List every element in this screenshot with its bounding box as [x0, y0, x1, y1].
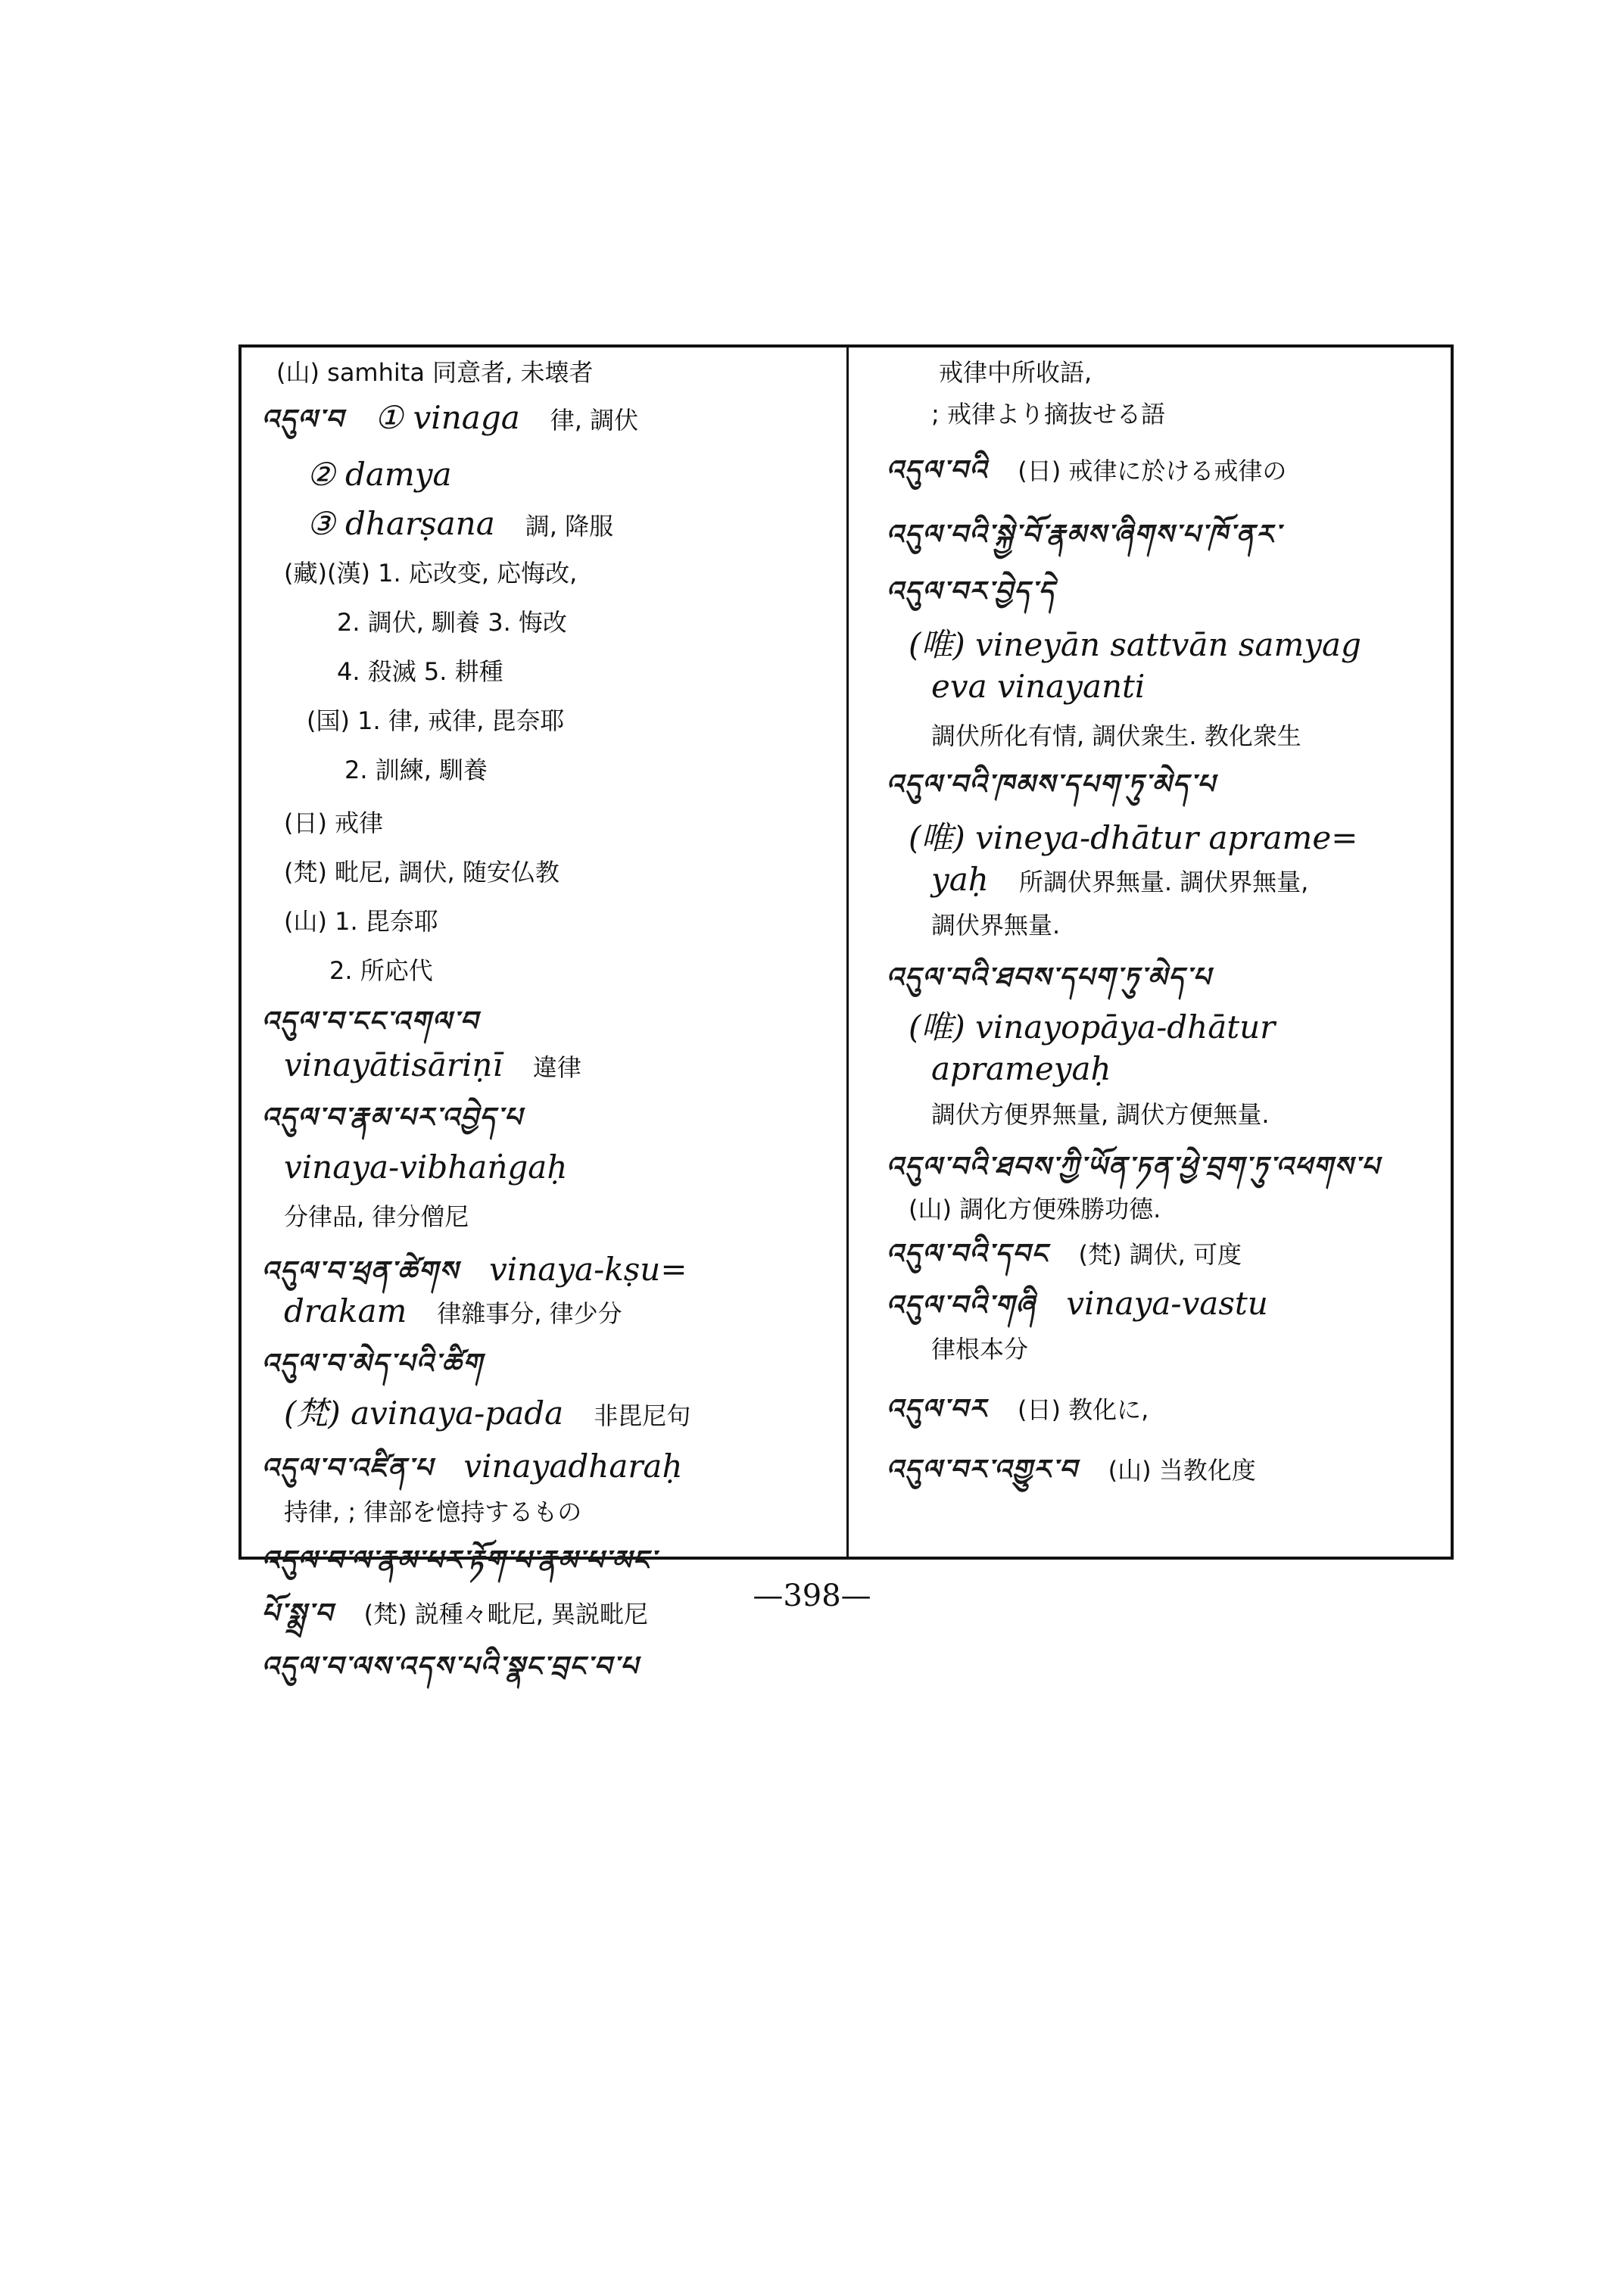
tibetan-headword: འདུལ་བ་ལ་རྣམ་པར་རྟོག་པ་རྣམ་པ་མང་ — [261, 1545, 657, 1576]
dictionary-entry-line — [307, 458, 482, 494]
sanskrit-term: (唯) vineya-dhātur aprame= — [909, 819, 1358, 856]
japanese-gloss: 調伏所化有情, 調伏衆生. 教化衆生 — [931, 722, 1301, 750]
japanese-gloss: (国) 1. 律, 戒律, 毘奈耶 — [307, 706, 565, 735]
dictionary-entry-line — [886, 1151, 1410, 1184]
dictionary-entry-line — [284, 556, 607, 590]
tibetan-headword: འདུལ་བ་ལས་འདས་པའི་སྣང་བྲང་བ་པ — [261, 1651, 639, 1682]
sanskrit-term: (唯) vineyān sattvān samyag — [909, 626, 1361, 663]
japanese-gloss: 2. 調伏, 馴養 3. 悔改 — [337, 608, 567, 637]
tibetan-headword: འདུལ་བའི་ཁམས་དཔག་ཏུ་མེད་པ — [886, 769, 1216, 800]
dictionary-entry-line — [886, 962, 1242, 995]
japanese-gloss: (藏)(漢) 1. 応改变, 応悔改, — [284, 559, 578, 588]
tibetan-headword: འདུལ་བ་རྣམ་པར་འབྱེད་པ — [261, 1102, 523, 1133]
dictionary-entry-line — [284, 1046, 612, 1084]
sanskrit-term: drakam — [284, 1292, 407, 1329]
dictionary-entry-line — [284, 1397, 721, 1432]
dictionary-entry-line — [931, 909, 1090, 942]
dictionary-entry-line — [886, 1393, 1179, 1426]
japanese-gloss: 律, 調伏 — [550, 406, 639, 435]
dictionary-entry-line — [261, 1650, 669, 1684]
sanskrit-term: yaḥ — [931, 861, 989, 898]
dictionary-entry-line — [886, 1454, 1286, 1487]
dictionary-entry-line — [261, 1544, 687, 1578]
tibetan-headword: འདུལ་བར་འགྱུར་བ — [886, 1454, 1078, 1485]
japanese-gloss: 調伏界無量. — [931, 911, 1061, 940]
tibetan-headword: འདུལ་བ་འཛིན་པ — [261, 1453, 434, 1484]
dictionary-entry-line — [886, 1287, 1298, 1323]
dictionary-entry-line — [886, 1238, 1272, 1271]
japanese-gloss: (日) 戒律 — [284, 809, 384, 837]
dictionary-entry-line — [284, 905, 469, 938]
dictionary-entry-line — [886, 519, 1311, 552]
sanskrit-term: vinaya-vastu — [1066, 1285, 1268, 1322]
sanskrit-term: (梵) avinaya-pada — [284, 1395, 564, 1432]
dictionary-entry-line — [931, 670, 1175, 706]
dictionary-entry-line — [886, 768, 1246, 802]
japanese-gloss: ; 戒律より摘抜せる語 — [931, 400, 1165, 429]
japanese-gloss: 違律 — [532, 1053, 581, 1082]
sanskrit-term: vinayadharaḥ — [463, 1448, 683, 1485]
tibetan-headword: འདུལ་བའི་སྐྱེ་བོ་རྣམས་ཞིགས་པ་ཁོ་ནར་ — [886, 519, 1282, 550]
japanese-gloss: 2. 所応代 — [329, 956, 433, 985]
japanese-gloss: (日) 教化に, — [1018, 1395, 1149, 1424]
tibetan-headword: འདུལ་བར — [886, 1394, 988, 1425]
sanskrit-term: vinaya-kṣu= — [489, 1251, 687, 1288]
dictionary-entry-line — [344, 753, 518, 787]
japanese-gloss: 持律, ; 律部を憶持するもの — [284, 1498, 582, 1526]
sanskrit-term: eva vinayanti — [931, 668, 1146, 705]
japanese-gloss: (梵) 毗尼, 調伏, 随安仏教 — [284, 858, 560, 887]
dictionary-entry-line — [931, 1052, 1142, 1088]
sanskrit-term: ② damya — [307, 456, 452, 493]
sanskrit-term: aprameyaḥ — [931, 1050, 1111, 1087]
tibetan-headword: པོ་སྨྲ་བ — [261, 1598, 334, 1629]
tibetan-headword: འདུལ་བ — [261, 404, 344, 435]
japanese-gloss: 戒律中所收語, — [939, 358, 1093, 387]
japanese-gloss: 律根本分 — [931, 1335, 1029, 1364]
dictionary-entry-line — [939, 356, 1122, 389]
japanese-gloss: 非毘尼句 — [594, 1401, 691, 1430]
japanese-gloss: (山) samhita 同意者, 未壊者 — [276, 358, 594, 387]
japanese-gloss: 分律品, 律分僧尼 — [284, 1202, 469, 1231]
japanese-gloss: (山) 当教化度 — [1108, 1456, 1256, 1485]
dictionary-entry-line — [931, 1332, 1058, 1366]
tibetan-headword: འདུལ་བའི་གཞི — [886, 1290, 1036, 1321]
dictionary-entry-line — [931, 1098, 1300, 1131]
japanese-gloss: 所調伏界無量. 調伏界無量, — [1018, 868, 1309, 896]
japanese-gloss: (山) 調化方便殊勝功德. — [909, 1195, 1161, 1223]
dictionary-entry-line — [284, 856, 590, 889]
dictionary-entry-line — [261, 1005, 509, 1039]
page-number: —398— — [753, 1579, 871, 1613]
japanese-gloss: 調伏方便界無量, 調伏方便無量. — [931, 1100, 1270, 1129]
dictionary-entry-line — [886, 454, 1317, 488]
dictionary-entry-line — [307, 507, 644, 543]
japanese-gloss: 調, 降服 — [525, 512, 614, 541]
dictionary-entry-line — [329, 954, 463, 987]
dictionary-entry-line — [337, 606, 597, 639]
dictionary-entry-line — [909, 1192, 1191, 1226]
japanese-gloss: (梵) 調伏, 可度 — [1078, 1240, 1242, 1269]
sanskrit-term: (唯) vinayopāya-dhātur — [909, 1008, 1276, 1046]
sanskrit-term: vinaya-vibhaṅgaḥ — [284, 1149, 568, 1186]
dictionary-entry-line — [284, 1200, 499, 1233]
dictionary-entry-line — [909, 628, 1392, 664]
sanskrit-term: vinayātisāriṇī — [284, 1046, 503, 1083]
dictionary-entry-line — [261, 1348, 513, 1381]
japanese-gloss: 4. 殺滅 5. 耕種 — [337, 657, 503, 686]
tibetan-headword: འདུལ་བའི་ཐབས་ཀྱི་ཡོན་ཏན་ཕྱེ་བྲག་ཏུ་འཕགས་པ — [886, 1152, 1380, 1183]
tibetan-headword: འདུལ་བའི་དབང — [886, 1239, 1049, 1270]
japanese-gloss: 2. 訓練, 馴養 — [344, 756, 488, 784]
dictionary-entry-line — [284, 1495, 612, 1529]
dictionary-entry-line — [909, 821, 1388, 857]
dictionary-entry-line — [261, 401, 669, 437]
column-divider — [846, 344, 849, 1560]
dictionary-entry-line — [261, 1253, 718, 1289]
dictionary-entry-line — [276, 356, 623, 389]
dictionary-entry-line — [284, 806, 413, 840]
tibetan-headword: འདུལ་བ་ངང་འགལ་བ — [261, 1006, 479, 1037]
dictionary-entry-line — [886, 575, 1086, 609]
dictionary-entry-line — [931, 719, 1332, 753]
dictionary-entry-line — [909, 1008, 1305, 1046]
sanskrit-term: ③ dharṣana — [307, 505, 495, 542]
tibetan-headword: འདུལ་བའི — [886, 455, 988, 486]
dictionary-entry-line — [284, 1151, 597, 1186]
dictionary-entry-line — [931, 397, 1195, 431]
dictionary-entry-line — [261, 1450, 713, 1485]
japanese-gloss: 律雜事分, 律少分 — [437, 1299, 622, 1328]
japanese-gloss: (梵) 説種々毗尼, 異説毗尼 — [363, 1600, 649, 1629]
sanskrit-term: ① vinaga — [374, 399, 520, 436]
dictionary-entry-line — [284, 1292, 653, 1330]
tibetan-headword: འདུལ་བ་མེད་པའི་ཚིག — [261, 1348, 484, 1379]
dictionary-entry-line — [261, 1102, 553, 1135]
tibetan-headword: འདུལ་བ་ཕྲན་ཚེགས — [261, 1256, 460, 1287]
dictionary-entry-line — [931, 863, 1339, 899]
tibetan-headword: འདུལ་བར་བྱེད་དེ — [886, 576, 1055, 607]
japanese-gloss: (山) 1. 毘奈耶 — [284, 907, 438, 936]
tibetan-headword: འདུལ་བའི་ཐབས་དཔག་ཏུ་མེད་པ — [886, 962, 1212, 993]
dictionary-entry-line — [307, 704, 595, 737]
dictionary-entry-line — [337, 655, 534, 688]
japanese-gloss: (日) 戒律に於ける戒律の — [1018, 457, 1287, 485]
